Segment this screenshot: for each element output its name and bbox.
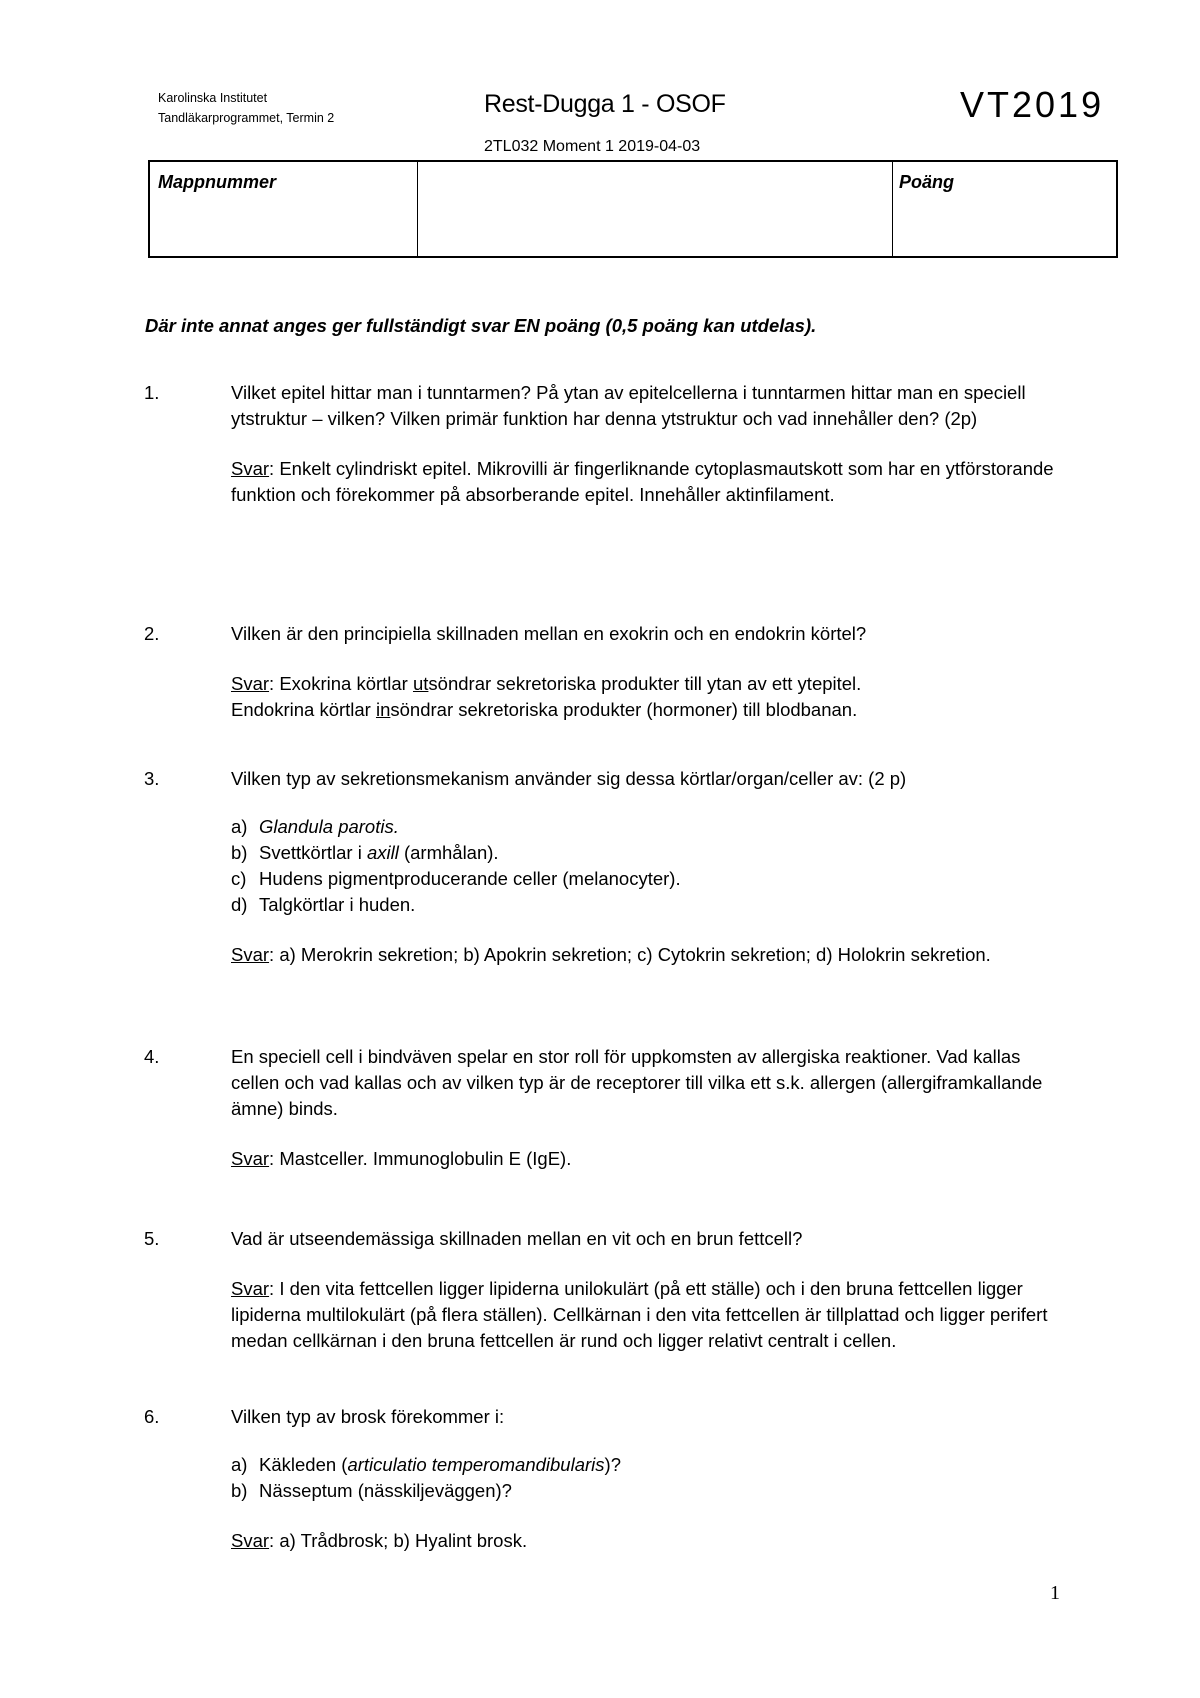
question-number: 2.: [144, 623, 160, 644]
answer-emphasis: in: [375, 699, 391, 720]
institution-name: Karolinska Institutet: [158, 91, 268, 105]
answer-text: : Mastceller. Immunoglobulin E (IgE).: [269, 1148, 572, 1169]
option-d: [231, 892, 1061, 918]
answer-emphasis: ut: [412, 673, 429, 694]
option-label: c): [231, 868, 247, 889]
question-text: Vilken är den principiella skillnaden mellan en exokrin och en endokrin körtel?: [231, 623, 867, 644]
folder-number-label: Mappnummer: [150, 162, 418, 256]
program-name: Tandläkarprogrammet, Termin 2: [158, 111, 335, 125]
answer: [231, 456, 1061, 508]
exam-title: Rest-Dugga 1 - OSOF: [484, 90, 726, 118]
question-text: En speciell cell i bindväven spelar en stor roll för uppkomsten av allergiska reaktioner. Vad kallas cellen och vad kallas och av vilken typ är de receptorer till vilka ett s.k. allergen (allergiframkallande ämne) binds.: [231, 1046, 1043, 1119]
question-text: Vad är utseendemässiga skillnaden mellan en vit och en brun fettcell?: [231, 1228, 803, 1249]
question-number: 4.: [144, 1046, 160, 1067]
answer: [231, 1528, 1061, 1554]
question-text: Vilken typ av brosk förekommer i:: [231, 1406, 505, 1427]
question-number: 6.: [144, 1406, 160, 1427]
option-text: Talgkörtlar i huden.: [259, 894, 416, 915]
answer: [231, 942, 1061, 968]
answer-text: : I den vita fettcellen ligger lipiderna unilokulärt (på ett ställe) och i den bruna fettcellen ligger lipiderna multilokulärt (på flera ställen). Cellkärnan i den vita fettcellen är tillplattad och ligger perifert medan cellkärnan i den bruna fettcellen är rund och ligger relativt centralt i cellen.: [231, 1278, 1048, 1351]
answer-text: : Enkelt cylindriskt epitel. Mikrovilli är fingerliknande cytoplasmautskott som har en ytförstorande funktion och förekommer på absorberande epitel. Innehåller aktinfilament.: [231, 458, 1054, 505]
answer-label: Svar: [231, 1530, 270, 1551]
option-label: b): [231, 1480, 248, 1501]
option-text: Käkleden (: [259, 1454, 348, 1475]
answer-label: Svar: [231, 1148, 270, 1169]
answer-text: söndrar sekretoriska produkter (hormoner) till blodbanan.: [390, 699, 858, 720]
option-emphasis: Glandula parotis.: [259, 816, 399, 837]
option-list: [231, 814, 1061, 918]
question-number: 3.: [144, 768, 160, 789]
question-text: Vilket epitel hittar man i tunntarmen? På ytan av epitelcellerna i tunntarmen hittar man en speciell ytstruktur – vilken? Vilken primär funktion har denna ytstruktur och vad innehåller den? (2p): [231, 382, 1026, 429]
question-text: Vilken typ av sekretionsmekanism använder sig dessa körtlar/organ/celler av: (2 p): [231, 768, 907, 789]
answer-label: Svar: [231, 673, 270, 694]
answer-text: söndrar sekretoriska produkter till ytan av ett ytepitel.: [428, 673, 862, 694]
folder-number-field[interactable]: [418, 162, 893, 256]
question-number: 5.: [144, 1228, 160, 1249]
option-a: [231, 814, 1061, 840]
page-number: 1: [1050, 1582, 1060, 1604]
header-institution-block: [158, 88, 334, 128]
course-line: 2TL032 Moment 1 2019-04-03: [484, 138, 701, 155]
answer: [231, 1276, 1061, 1354]
option-text: )?: [604, 1454, 621, 1475]
question-number: 1.: [144, 382, 160, 403]
answer-text: : Exokrina körtlar: [269, 673, 413, 694]
option-label: a): [231, 1454, 248, 1475]
option-emphasis: articulatio temperomandibularis: [347, 1454, 605, 1475]
answer-text: Endokrina körtlar: [231, 699, 376, 720]
option-emphasis: axill: [366, 842, 399, 863]
option-b: [231, 1478, 1061, 1504]
answer: [231, 671, 1061, 723]
option-label: b): [231, 842, 248, 863]
points-field[interactable]: [893, 162, 1116, 256]
answer-label: Svar: [231, 458, 270, 479]
answer-text: : a) Merokrin sekretion; b) Apokrin sekretion; c) Cytokrin sekretion; d) Holokrin sekretion.: [269, 944, 991, 965]
answer-text: : a) Trådbrosk; b) Hyalint brosk.: [269, 1530, 528, 1551]
option-text: Svettkörtlar i: [259, 842, 367, 863]
exam-term: VT2019: [960, 84, 1105, 125]
option-list: [231, 1452, 1061, 1504]
option-text: Nässeptum (nässkiljeväggen)?: [259, 1480, 512, 1501]
answer: [231, 1146, 1061, 1172]
answer-label: Svar: [231, 944, 270, 965]
option-a: [231, 1452, 1061, 1478]
option-b: [231, 840, 1061, 866]
answer-label: Svar: [231, 1278, 270, 1299]
points-label: Poäng: [899, 172, 955, 192]
option-c: [231, 866, 1061, 892]
instructions: Där inte annat anges ger fullständigt svar EN poäng (0,5 poäng kan utdelas).: [145, 315, 817, 336]
identification-table: [148, 160, 1118, 258]
option-label: d): [231, 894, 248, 915]
option-label: a): [231, 816, 248, 837]
option-text: Hudens pigmentproducerande celler (melanocyter).: [259, 868, 681, 889]
option-text: (armhålan).: [398, 842, 499, 863]
